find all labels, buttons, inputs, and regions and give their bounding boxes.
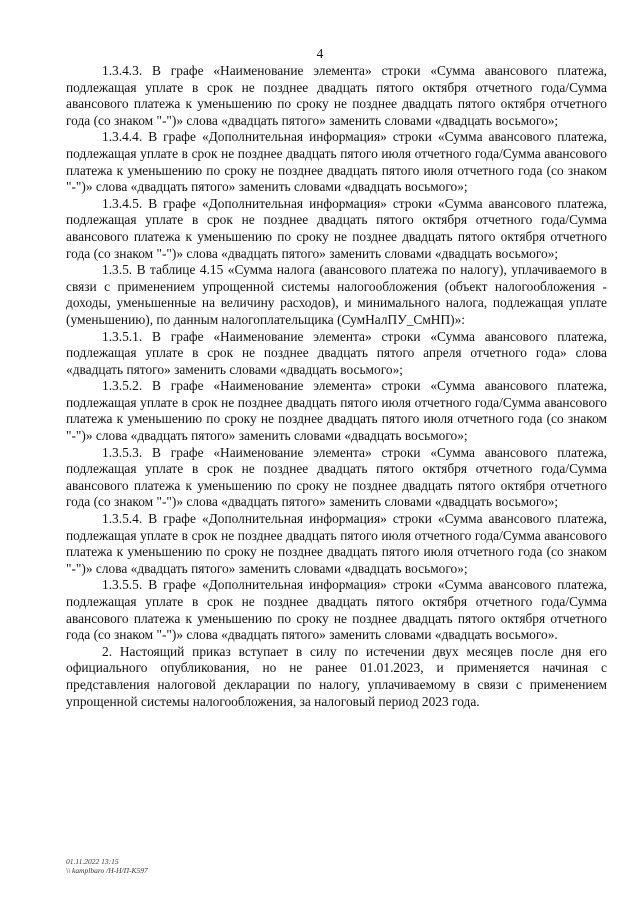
footer-timestamp: 01.11.2022 13:15 (66, 857, 119, 866)
paragraph-1-3-4-5: 1.3.4.5. В графе «Дополнительная информация» строки «Сумма авансового платежа, подлежащая уплате в срок не позднее двадцать пятого октября отчетного года/Сумма авансового платежа к уменьшению по сроку не позднее двадцать пятого октября отчетного года (со знаком "-")» слова «двадцать пятого» заменить словами «двадцать восьмого»; (66, 195, 607, 261)
paragraph-1-3-5: 1.3.5. В таблице 4.15 «Сумма налога (авансового платежа по налогу), уплачиваемого в связи с применением упрощенной системы налогообложения (объект налогообложения - доходы, уменьшенные на величину расходов), и минимального налога, подлежащая уплате (уменьшению), по данным налогоплательщика (СумНалПУ_СмНП)»: (66, 262, 607, 327)
paragraph-1-3-5-4: 1.3.5.4. В графе «Дополнительная информация» строки «Сумма авансового платежа, подлежащая уплате в срок не позднее двадцать пятого июля отчетного года/Сумма авансового платежа к уменьшению по сроку не позднее двадцать пятого июля отчетного года (со знаком "-")» слова «двадцать пятого» заменить словами «двадцать восьмого»; (66, 511, 607, 576)
document-footer (66, 857, 148, 875)
paragraph-1-3-5-5: 1.3.5.5. В графе «Дополнительная информация» строки «Сумма авансового платежа, подлежащая уплате в срок не позднее двадцать пятого октября отчетного года/Сумма авансового платежа к уменьшению по сроку не позднее двадцать пятого октября отчетного года (со знаком "-")» слова «двадцать пятого» заменить словами «двадцать восьмого». (66, 577, 607, 643)
paragraph-1-3-5-1: 1.3.5.1. В графе «Наименование элемента» строки «Сумма авансового платежа, подлежащая уплате в срок не позднее двадцать пятого апреля отчетного года» слова «двадцать пятого» заменить словами «двадцать восьмого»; (66, 328, 607, 377)
page-number: 4 (316, 46, 324, 61)
footer-file-path: \\ kamplbaro /Н-Н/П-К597 (66, 866, 148, 875)
paragraph-1-3-5-2: 1.3.5.2. В графе «Наименование элемента» строки «Сумма авансового платежа, подлежащая уплате в срок не позднее двадцать пятого июля отчетного года/Сумма авансового платежа к уменьшению по сроку не позднее двадцать пятого июля отчетного года (со знаком "-")» слова «двадцать пятого» заменить словами «двадцать восьмого»; (66, 378, 607, 444)
paragraph-1-3-5-3: 1.3.5.3. В графе «Наименование элемента» строки «Сумма авансового платежа, подлежащая уплате в срок не позднее двадцать пятого октября отчетного года/Сумма авансового платежа к уменьшению по сроку не позднее двадцать пятого октября отчетного года (со знаком "-")» слова «двадцать пятого» заменить словами «двадцать восьмого»; (66, 444, 607, 510)
paragraph-1-3-4-4: 1.3.4.4. В графе «Дополнительная информация» строки «Сумма авансового платежа, подлежащая уплате в срок не позднее двадцать пятого июля отчетного года/Сумма авансового платежа к уменьшению по сроку не позднее двадцать пятого июля отчетного года (со знаком "-")» слова «двадцать пятого» заменить словами «двадцать восьмого»; (66, 129, 607, 195)
document-body (66, 63, 607, 710)
paragraph-1-3-4-3: 1.3.4.3. В графе «Наименование элемента» строки «Сумма авансового платежа, подлежащая уплате в срок не позднее двадцать пятого октября отчетного года/Сумма авансового платежа к уменьшению по сроку не позднее двадцать пятого октября отчетного года (со знаком "-")» слова «двадцать пятого» заменить словами «двадцать восьмого»; (66, 63, 607, 128)
paragraph-2-effective-date: 2. Настоящий приказ вступает в силу по истечении двух месяцев после дня его официального опубликования, но не ранее 01.01.2023, и применяется начиная с представления налоговой декларации по налогу, уплачиваемому в связи с применением упрощенной системы налогообложения, за налоговый период 2023 года. (66, 643, 607, 709)
